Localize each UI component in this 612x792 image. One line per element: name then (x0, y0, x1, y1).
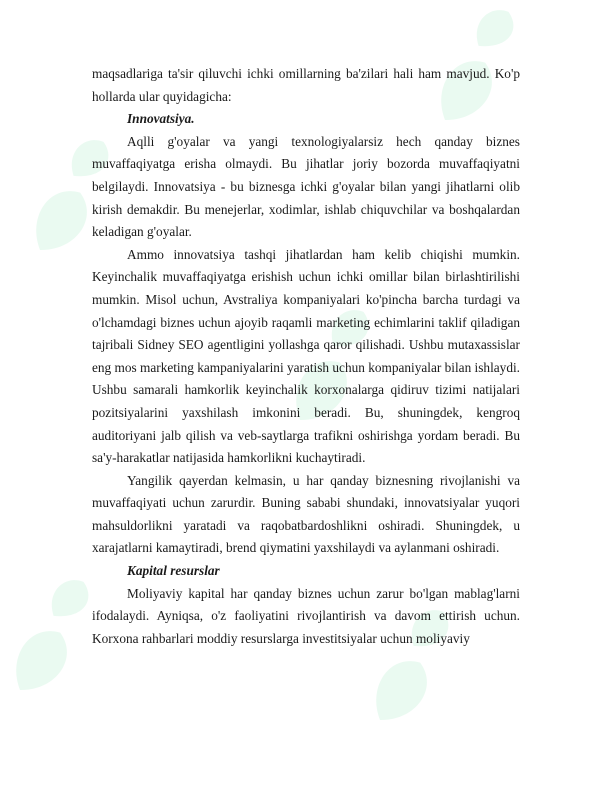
section-heading-capital: Kapital resurslar (127, 563, 220, 579)
paragraph: Aqlli g'oyalar va yangi texnologiyalarsiz hech qanday biznes muvaffaqiyatga erisha olmaydi. Bu jihatlar joriy bozorda muvaffaqiyatni belgilaydi. Innovatsiya - bu biznesga ichki g'oyalar bilan yangi jihatlarni olib kirish demakdir. Bu menejerlar, xodimlar, ishlab chiquvchilar va boshqalardan keladigan g'oyalar. (92, 133, 520, 240)
document-body (92, 63, 520, 650)
paragraph: Yangilik qayerdan kelmasin, u har qanday biznesning rivojlanishi va muvaffaqiyati uchun zarurdir. Buning sababi shundaki, innovatsiyalar yuqori mahsuldorlikni yaratadi va raqobatbardoshlikni oshiradi. Shuningdek, u xarajatlarni kamaytiradi, brend qiymatini yaxshilaydi va aylanmani oshiradi. (92, 472, 520, 556)
paragraph: Ammo innovatsiya tashqi jihatlardan ham kelib chiqishi mumkin. Keyinchalik muvaffaqiyatga erishish uchun ichki omillar bilan birlashtirilishi mumkin. Misol uchun, Avstraliya kompaniyalari ko'pincha barcha turdagi va o'lchamdagi biznes uchun ajoyib raqamli marketing echimlarini taklif qiladigan tajribali Sidney SEO agentligini yollashga qaror qilishadi. Ushbu mutaxassislar eng mos marketing kampaniyalarini yaratish uchun kompaniyalar bilan ishlaydi. Ushbu samarali hamkorlik keyinchalik korxonalarga qidiruv tizimi natijalari pozitsiyalarini yaxshilash imkonini beradi. Bu, shuningdek, kengroq auditoriyani jalb qilish va veb-saytlarga trafikni oshirishga yordam beradi. Bu sa'y-harakatlar natijasida hamkorlikni kuchaytiradi. (92, 246, 520, 466)
paragraph: Moliyaviy kapital har qanday biznes uchun zarur bo'lgan mablag'larni ifodalaydi. Ayniqsa, o'z faoliyatini rivojlantirish va davom ettirish uchun. Korxona rahbarlari moddiy resurslarga investitsiyalar uchun moliyaviy (92, 585, 520, 646)
section-heading-innovation: Innovatsiya. (127, 111, 195, 127)
intro-paragraph: maqsadlariga ta'sir qiluvchi ichki omillarning ba'zilari hali ham mavjud. Ko'p hollarda ular quyidagicha: (92, 66, 520, 104)
